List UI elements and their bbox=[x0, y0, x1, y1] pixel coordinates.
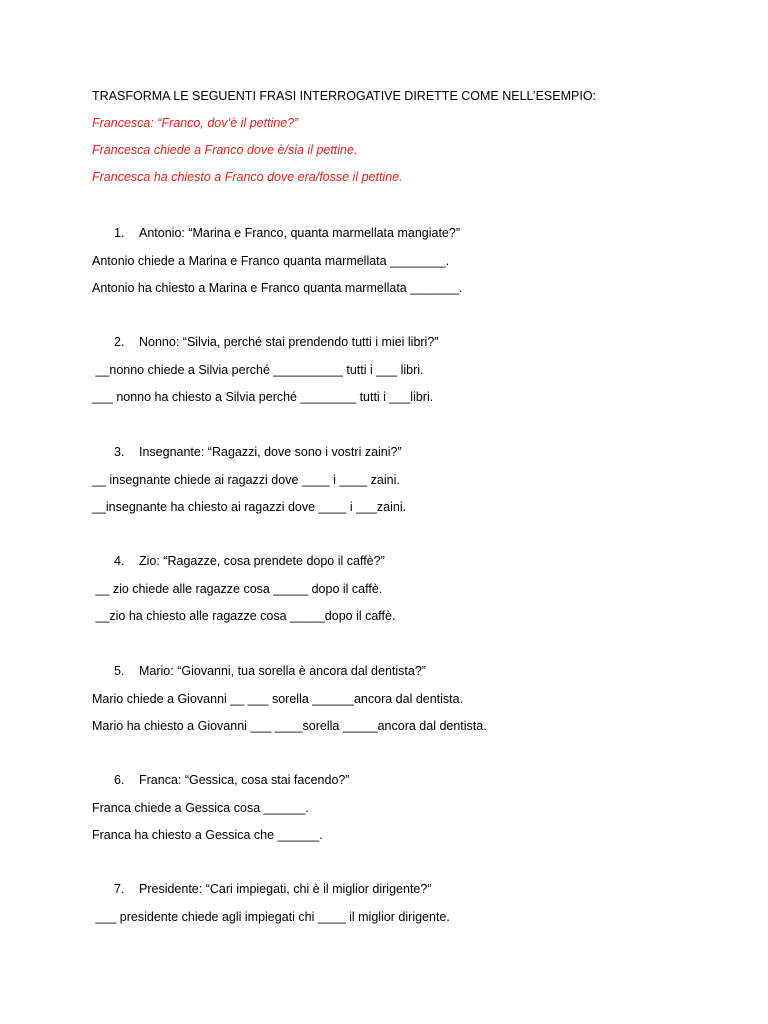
exercise-number: 1. bbox=[114, 226, 125, 240]
page-title: TRASFORMA LE SEGUENTI FRASI INTERROGATIVE DIRETTE COME NELL’ESEMPIO: bbox=[92, 89, 597, 103]
exercise-question: Franca: “Gessica, cosa stai facendo?” bbox=[139, 773, 350, 787]
exercise-answer-present: Antonio chiede a Marina e Franco quanta marmellata ________. bbox=[92, 254, 450, 268]
exercise-number: 6. bbox=[114, 773, 125, 787]
exercise-answer-past: Franca ha chiesto a Gessica che ______. bbox=[92, 828, 323, 842]
exercise-number: 5. bbox=[114, 664, 125, 678]
exercise-answer-present: Mario chiede a Giovanni __ ___ sorella ______ancora dal dentista. bbox=[92, 692, 464, 706]
exercise-answer-past: __zio ha chiesto alle ragazze cosa _____dopo il caffè. bbox=[92, 609, 396, 623]
exercise-question: Presidente: “Cari impiegati, chi è il miglior dirigente?” bbox=[139, 882, 432, 896]
exercise-number: 4. bbox=[114, 554, 125, 568]
example-past-answer: Francesca ha chiesto a Franco dove era/fosse il pettine. bbox=[92, 170, 403, 184]
exercise-answer-present: ___ presidente chiede agli impiegati chi ____ il miglior dirigente. bbox=[92, 910, 450, 924]
exercise-number: 2. bbox=[114, 335, 125, 349]
exercise-answer-past: ___ nonno ha chiesto a Silvia perché ________ tutti i ___libri. bbox=[92, 390, 434, 404]
exercise-answer-past: __insegnante ha chiesto ai ragazzi dove ____ i ___zaini. bbox=[92, 500, 407, 514]
exercise-answer-present: __nonno chiede a Silvia perché __________ tutti i ___ libri. bbox=[92, 363, 424, 377]
example-question: Francesca: “Franco, dov’è il pettine?” bbox=[92, 116, 299, 130]
exercise-question: Zio: “Ragazze, cosa prendete dopo il caffè?” bbox=[139, 554, 385, 568]
example-present-answer: Francesca chiede a Franco dove è/sia il pettine. bbox=[92, 143, 358, 157]
exercise-answer-past: Antonio ha chiesto a Marina e Franco quanta marmellata _______. bbox=[92, 281, 463, 295]
exercise-question: Insegnante: “Ragazzi, dove sono i vostri zaini?” bbox=[139, 445, 402, 459]
exercise-number: 3. bbox=[114, 445, 125, 459]
exercise-question: Nonno: “Silvia, perché stai prendendo tutti i miei libri?” bbox=[139, 335, 439, 349]
exercise-number: 7. bbox=[114, 882, 125, 896]
exercise-answer-present: Franca chiede a Gessica cosa ______. bbox=[92, 801, 309, 815]
exercise-answer-present: __ zio chiede alle ragazze cosa _____ dopo il caffè. bbox=[92, 582, 383, 596]
exercise-answer-past: Mario ha chiesto a Giovanni ___ ____sorella _____ancora dal dentista. bbox=[92, 719, 487, 733]
exercise-answer-present: __ insegnante chiede ai ragazzi dove ____ i ____ zaini. bbox=[92, 473, 400, 487]
exercise-question: Antonio: “Marina e Franco, quanta marmellata mangiate?” bbox=[139, 226, 460, 240]
exercise-question: Mario: “Giovanni, tua sorella è ancora dal dentista?” bbox=[139, 664, 426, 678]
